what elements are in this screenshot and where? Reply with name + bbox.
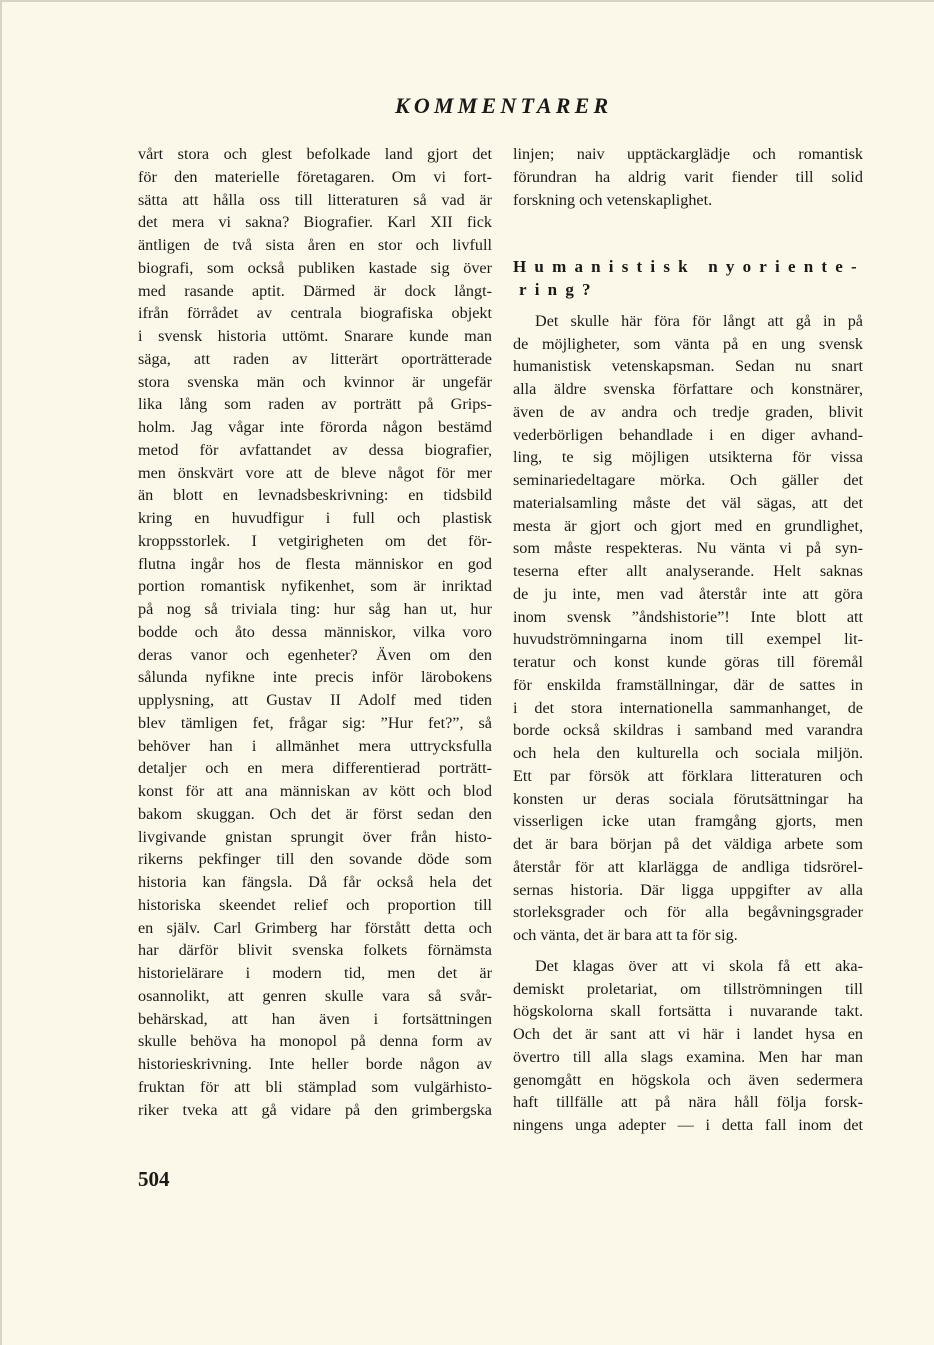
text-line: Och det är sant att vi här i landet hysa en bbox=[513, 1025, 863, 1043]
right-column bbox=[513, 143, 863, 1137]
text-line: skulle behöva ha monopol på denna form av bbox=[138, 1032, 492, 1051]
text-line: förundran ha aldrig varit fiender till solid bbox=[513, 167, 863, 186]
text-line: huvudströmningarna inom till exempel lit- bbox=[513, 630, 863, 649]
text-line: ningens unga adepter — i detta fall inom det bbox=[513, 1116, 863, 1134]
left-text-block bbox=[138, 143, 492, 1121]
text-line: Ett par försök att förklara litteraturen och bbox=[513, 766, 863, 785]
text-line: holm. Jag vågar inte förorda någon bestämd bbox=[138, 418, 492, 436]
text-line: en själv. Carl Grimberg har förstått detta och bbox=[138, 918, 492, 937]
text-line: portion romantisk nyfikenhet, som är inriktad bbox=[138, 577, 492, 596]
text-line: i svensk historia uttömt. Snarare kunde man bbox=[138, 327, 492, 345]
text-line: har därför blivit svenska folkets förnämsta bbox=[138, 941, 492, 960]
text-line: med rasande aptit. Därmed är dock långt- bbox=[138, 281, 492, 300]
text-line: stora svenska män och kvinnor är ungefär bbox=[138, 372, 492, 391]
text-line: de möjligheter, som vänta på en ung svensk bbox=[513, 334, 863, 353]
text-line: bakom skuggan. Och det är först sedan den bbox=[138, 804, 492, 823]
text-line: fruktan för att bli stämplad som vulgärhisto- bbox=[138, 1077, 492, 1096]
text-line: biografi, som också publiken kastade sig över bbox=[138, 258, 492, 277]
text-line: konst för att ana människan av kött och blod bbox=[138, 782, 492, 800]
text-line: äntligen de två sista åren en stor och livfull bbox=[138, 236, 492, 254]
paragraph-1 bbox=[513, 310, 863, 947]
text-line: vederbörligen behandlade i en diger avhand- bbox=[513, 425, 863, 444]
text-line: historielärare i modern tid, men det är bbox=[138, 964, 492, 982]
section-gap bbox=[513, 211, 863, 256]
heading-gap bbox=[513, 302, 863, 310]
text-line: genomgått en högskola och även sedermera bbox=[513, 1070, 863, 1089]
text-line: vårt stora och glest befolkade land gjort det bbox=[138, 145, 492, 163]
intro-paragraph-end bbox=[513, 143, 863, 211]
text-line: historia kan fängsla. Då får också hela det bbox=[138, 873, 492, 891]
text-line: demiskt proletariat, om tillströmningen till bbox=[513, 979, 863, 998]
text-line: livgivande gnistan sprungit över från histo- bbox=[138, 827, 492, 846]
text-line: kring en huvudfigur i full och plastisk bbox=[138, 509, 492, 527]
text-line: konsten ur deras sociala förutsättningar ha bbox=[513, 789, 863, 808]
text-line: Det skulle här föra för långt att gå in på bbox=[535, 311, 863, 330]
text-line: rikerns pekfinger till den sovande döde som bbox=[138, 850, 492, 869]
text-line: blev tämligen fet, frågar sig: ”Hur fet?”, så bbox=[138, 713, 492, 732]
text-line: borde också skildras i samband med varandra bbox=[513, 721, 863, 740]
text-line: inom svensk ”åndshistorie”! Inte blott att bbox=[513, 607, 863, 626]
text-line: övertro till alla slags examina. Men har man bbox=[513, 1047, 863, 1066]
text-line: behöver han i allmänhet mera uttrycksfulla bbox=[138, 736, 492, 755]
text-line: behärskad, att han även i fortsättningen bbox=[138, 1009, 492, 1028]
text-line: alla äldre svenska författare och konstnärer, bbox=[513, 380, 863, 398]
text-line: riker tveka att gå vidare på den grimbergska bbox=[138, 1100, 492, 1119]
text-line: teratur och konst kunde göras till föremål bbox=[513, 653, 863, 671]
text-line: linjen; naiv upptäckarglädje och romantisk bbox=[513, 145, 863, 163]
text-line: materialsamling måste det väl sägas, att det bbox=[513, 493, 863, 512]
text-line: i det stora internationella sammanhanget, de bbox=[513, 698, 863, 717]
text-line: forskning och vetenskaplighet. bbox=[513, 190, 713, 209]
text-line: storleksgrader och för alla begåvningsgrader bbox=[513, 903, 863, 922]
page-number: 504 bbox=[138, 1167, 170, 1191]
left-column bbox=[138, 143, 492, 1121]
text-line: och hela den kulturella och sociala miljön. bbox=[513, 744, 863, 762]
text-line: än blott en levnadsbeskrivning: en tidsbild bbox=[138, 486, 492, 505]
text-line: Det klagas över att vi skola få ett aka- bbox=[535, 956, 863, 975]
section-heading-line-1: Humanistisk nyoriente- bbox=[513, 257, 865, 277]
text-line: sätta att hålla oss till litteraturen så vad är bbox=[138, 190, 492, 209]
text-line: sålunda nyfikne inte precis inför lärobokens bbox=[138, 668, 492, 687]
text-line: det är bara början på det väldiga arbete som bbox=[513, 835, 863, 853]
text-line: kroppsstorlek. I vetgirigheten om det för- bbox=[138, 531, 492, 550]
text-line: som måste respekteras. Nu vänta vi på syn- bbox=[513, 539, 863, 558]
text-line: seminariedeltagare mörka. Och gäller det bbox=[513, 471, 863, 489]
section-heading bbox=[513, 256, 863, 302]
text-line: ling, te sig möjligen utsikterna för vissa bbox=[513, 448, 863, 467]
text-line: visserligen icke utan framgång gjorts, men bbox=[513, 812, 863, 831]
text-line: metod för avfattandet av dessa biografier, bbox=[138, 440, 492, 459]
section-heading-line-2: ring? bbox=[519, 280, 599, 299]
text-line: sernas historia. Där ligga uppgifter av alla bbox=[513, 880, 863, 899]
text-line: återstår för att klarlägga de andliga tidsrörel- bbox=[513, 857, 863, 876]
text-line: det mera vi sakna? Biografier. Karl XII fick bbox=[138, 213, 492, 232]
text-line: teserna efter allt analyserande. Helt saknas bbox=[513, 562, 863, 580]
text-line: historieskrivning. Inte heller borde någon av bbox=[138, 1055, 492, 1073]
text-line: men önskvärt vore att de bleve något för mer bbox=[138, 463, 492, 482]
text-line: mesta är gjort och gjort med en grundlighet, bbox=[513, 516, 863, 535]
text-line: osannolikt, att genren skulle vara så svår- bbox=[138, 986, 492, 1005]
text-line: ifrån förrådet av centrala biografiska objekt bbox=[138, 304, 492, 323]
text-line: haft tillfälle att på nära håll följa forsk- bbox=[513, 1093, 863, 1112]
running-header: KOMMENTARER bbox=[395, 93, 613, 118]
text-line: bodde och åto dessa människor, vilka voro bbox=[138, 622, 492, 641]
text-line: de ju inte, men vad återstår inte att göra bbox=[513, 584, 863, 603]
text-line: humanistisk vetenskapsman. Sedan nu snart bbox=[513, 357, 863, 376]
text-line: högskolorna skall fortsätta i nuvarande takt. bbox=[513, 1002, 863, 1021]
text-line: och vänta, det är bara att ta för sig. bbox=[513, 926, 738, 944]
text-line: historiska skeendet relief och proportion till bbox=[138, 895, 492, 914]
text-line: för enskilda framställningar, där de sattes in bbox=[513, 675, 863, 694]
text-line: för den materielle företagaren. Om vi fort- bbox=[138, 167, 492, 186]
text-line: flutna ingår hos de flesta människor en god bbox=[138, 554, 492, 573]
text-line: även de av andra och tredje graden, blivit bbox=[513, 402, 863, 421]
text-line: detaljer och en mera differentierad porträtt- bbox=[138, 759, 492, 778]
text-line: deras vanor och egenheter? Även om den bbox=[138, 645, 492, 664]
text-line: säga, att raden av litterärt oporträtterade bbox=[138, 349, 492, 368]
paragraph-2 bbox=[513, 955, 863, 1137]
text-line: upplysning, att Gustav II Adolf med tiden bbox=[138, 691, 492, 709]
text-line: på nog så triviala ting: hur såg han ut, hur bbox=[138, 600, 492, 618]
text-line: lika lång som raden av porträtt på Grips- bbox=[138, 395, 492, 414]
